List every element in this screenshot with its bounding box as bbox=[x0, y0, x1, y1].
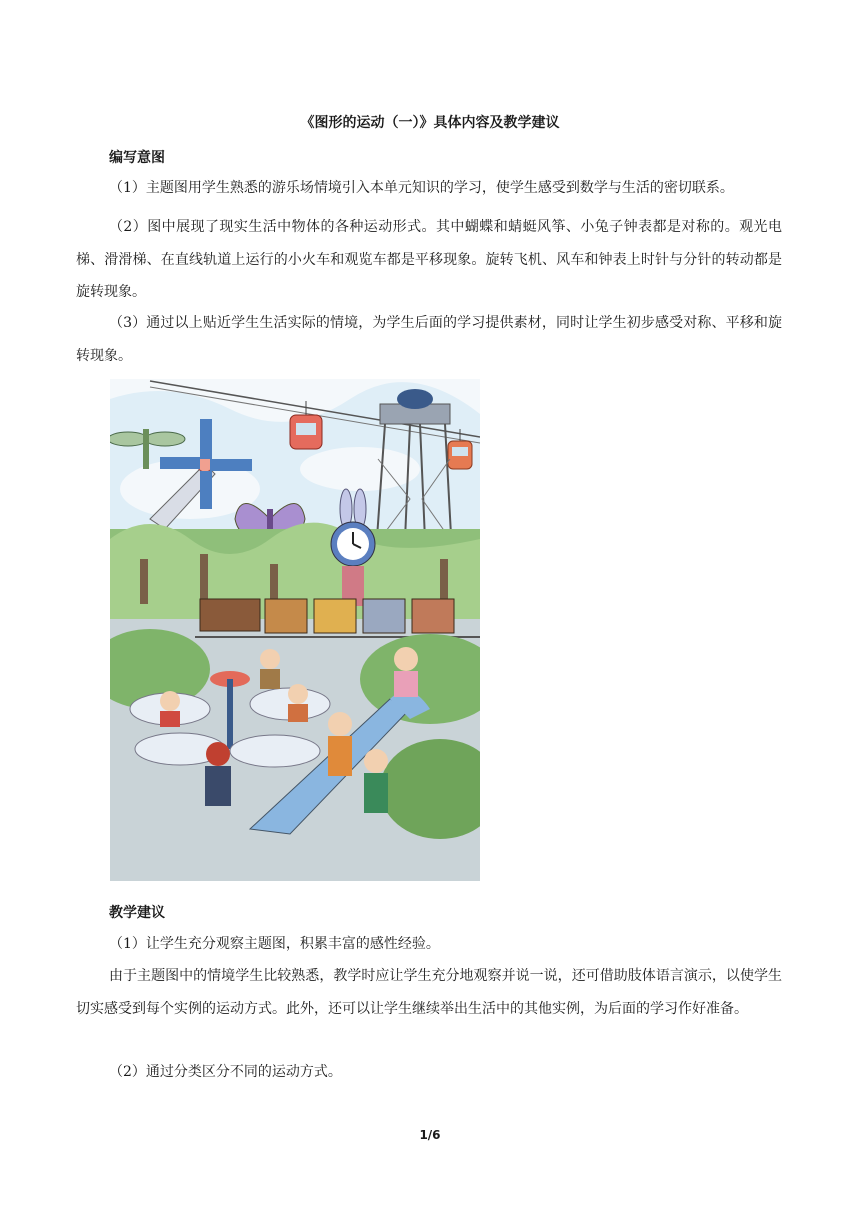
section-heading-teaching: 教学建议 bbox=[109, 905, 165, 921]
page-number: 1/6 bbox=[419, 1128, 441, 1142]
paragraph-teaching-2: 由于主题图中的情境学生比较熟悉，教学时应让学生充分地观察并说一说，还可借助肢体语言演示，以使学生切实感受到每个实例的运动方式。此外，还可以让学生继续举出生活中的其他实例，为后面的学习作好准备。 bbox=[76, 968, 782, 1017]
paragraph-intent-2: （2）图中展现了现实生活中物体的各种运动形式。其中蝴蝶和蜻蜓风筝、小兔子钟表都是对称的。观光电梯、滑滑梯、在直线轨道上运行的小火车和观览车都是平移现象。旋转飞机、风车和钟表上时针与分针的转动都是旋转现象。 bbox=[76, 219, 782, 300]
paragraph-intent-1: （1）主题图用学生熟悉的游乐场情境引入本单元知识的学习，使学生感受到数学与生活的密切联系。 bbox=[109, 180, 734, 196]
paragraph-intent-3: （3）通过以上贴近学生生活实际的情境，为学生后面的学习提供素材，同时让学生初步感受对称、平移和旋转现象。 bbox=[76, 315, 782, 364]
train-icon bbox=[195, 599, 480, 637]
amusement-park-illustration bbox=[110, 379, 480, 881]
section-heading-intent: 编写意图 bbox=[109, 150, 165, 166]
paragraph-teaching-3: （2）通过分类区分不同的运动方式。 bbox=[109, 1064, 342, 1080]
document-title: 《图形的运动（一）》具体内容及教学建议 bbox=[300, 115, 560, 131]
paragraph-teaching-1: （1）让学生充分观察主题图，积累丰富的感性经验。 bbox=[109, 936, 440, 952]
